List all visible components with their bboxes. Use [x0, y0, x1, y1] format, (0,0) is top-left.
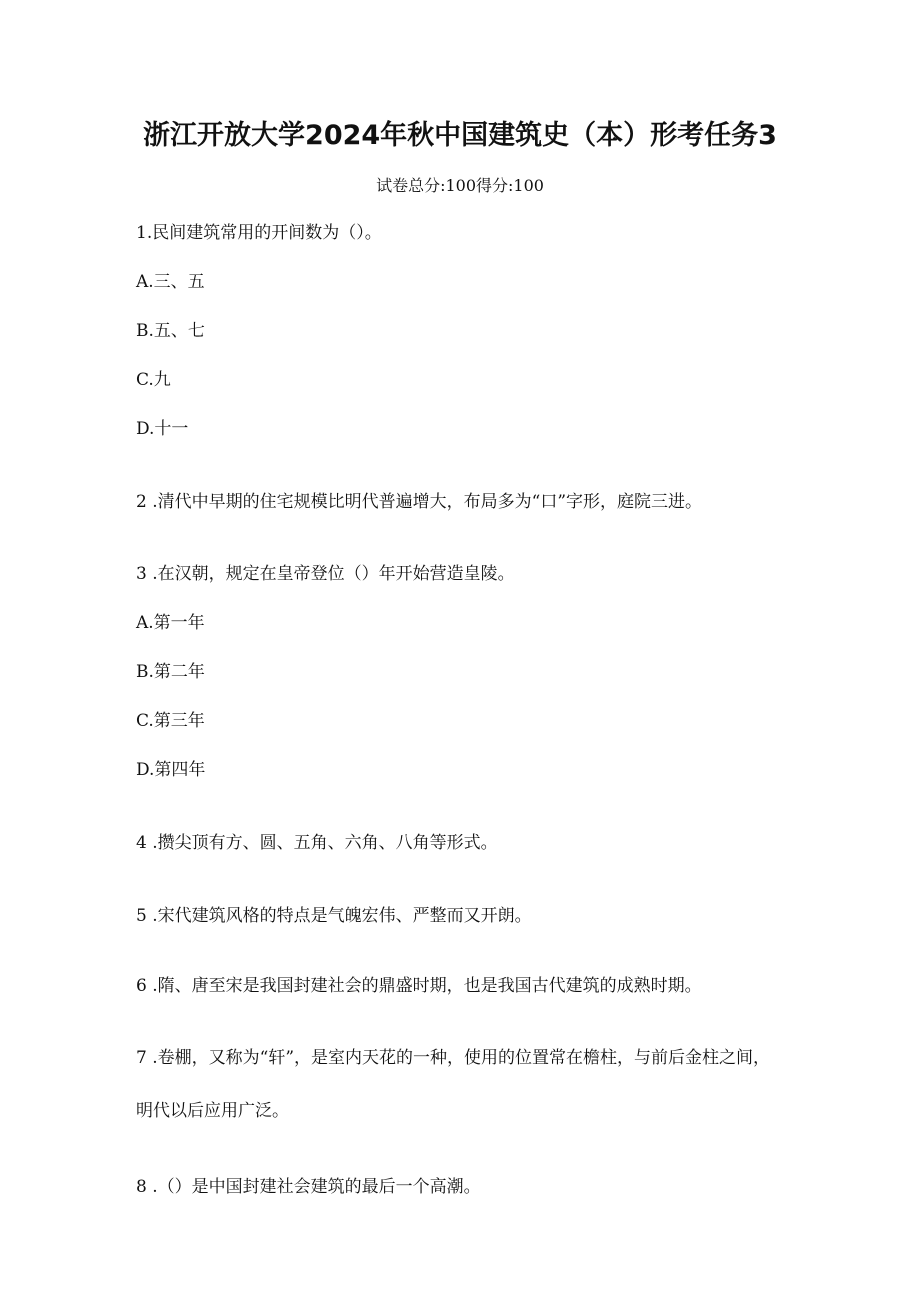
question-3-option-c[interactable]: C.第三年 [136, 711, 205, 731]
page-title: 浙江开放大学2024年秋中国建筑史（本）形考任务3 [143, 120, 777, 151]
question-3-option-d[interactable]: D.第四年 [136, 760, 206, 780]
question-1-option-b[interactable]: B.五、七 [136, 321, 205, 341]
question-3-option-b[interactable]: B.第二年 [136, 662, 205, 682]
question-4: 4 .攒尖顶有方、圆、五角、六角、八角等形式。 [136, 833, 498, 853]
question-6: 6 .隋、唐至宋是我国封建社会的鼎盛时期，也是我国古代建筑的成熟时期。 [136, 976, 702, 996]
score-summary: 试卷总分:100得分:100 [376, 176, 544, 195]
question-1-option-d[interactable]: D.十一 [136, 419, 189, 439]
question-1: 1.民间建筑常用的开间数为（）。 [136, 223, 382, 243]
question-8: 8 .（）是中国封建社会建筑的最后一个高潮。 [136, 1177, 481, 1197]
question-3: 3 .在汉朝，规定在皇帝登位（）年开始营造皇陵。 [136, 564, 515, 584]
question-1-option-a[interactable]: A.三、五 [136, 272, 205, 292]
question-5: 5 .宋代建筑风格的特点是气魄宏伟、严整而又开朗。 [136, 906, 532, 926]
question-7: 7 .卷棚，又称为“轩”，是室内天花的一种，使用的位置常在檐柱，与前后金柱之间，明代以后应用广泛。 [136, 1048, 771, 1121]
question-3-option-a[interactable]: A.第一年 [136, 613, 205, 633]
question-2: 2 .清代中早期的住宅规模比明代普遍增大，布局多为“口”字形，庭院三进。 [136, 492, 703, 512]
question-1-option-c[interactable]: C.九 [136, 370, 171, 390]
